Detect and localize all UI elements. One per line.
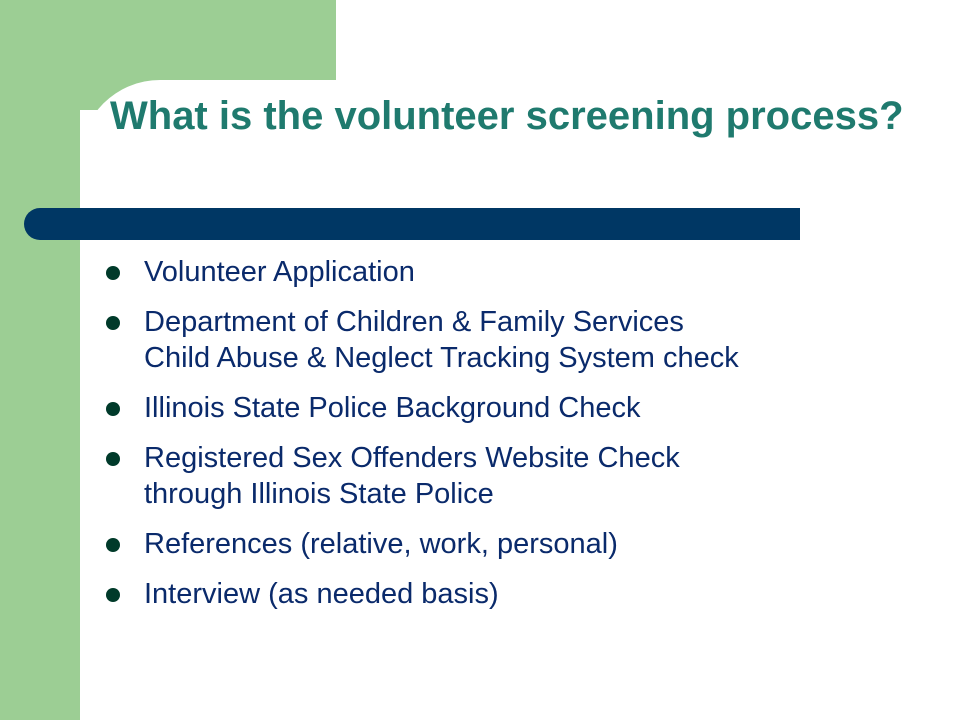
bullet-text-continued: through Illinois State Police — [144, 478, 494, 510]
bullet-item — [104, 254, 934, 290]
bullet-dot-icon — [106, 538, 120, 552]
bullet-item — [104, 526, 934, 562]
bullet-item — [104, 390, 934, 426]
bullet-text: Illinois State Police Background Check — [144, 392, 641, 424]
bullet-dot-icon — [106, 588, 120, 602]
bullet-dot-icon — [106, 402, 120, 416]
bullet-dot-icon — [106, 316, 120, 330]
bullet-text: Department of Children & Family Services — [144, 306, 684, 338]
bullet-item — [104, 440, 934, 512]
bullet-list — [104, 254, 934, 626]
bullet-text-continued: Child Abuse & Neglect Tracking System check — [144, 342, 739, 374]
sidebar-accent — [0, 0, 80, 720]
bullet-text: Interview (as needed basis) — [144, 578, 499, 610]
title-divider — [24, 208, 800, 240]
bullet-item — [104, 304, 934, 376]
bullet-item — [104, 576, 934, 612]
bullet-dot-icon — [106, 266, 120, 280]
bullet-text: Registered Sex Offenders Website Check — [144, 442, 680, 474]
slide-title: What is the volunteer screening process? — [110, 94, 904, 138]
bullet-dot-icon — [106, 452, 120, 466]
bullet-text: References (relative, work, personal) — [144, 528, 618, 560]
bullet-text: Volunteer Application — [144, 256, 415, 288]
